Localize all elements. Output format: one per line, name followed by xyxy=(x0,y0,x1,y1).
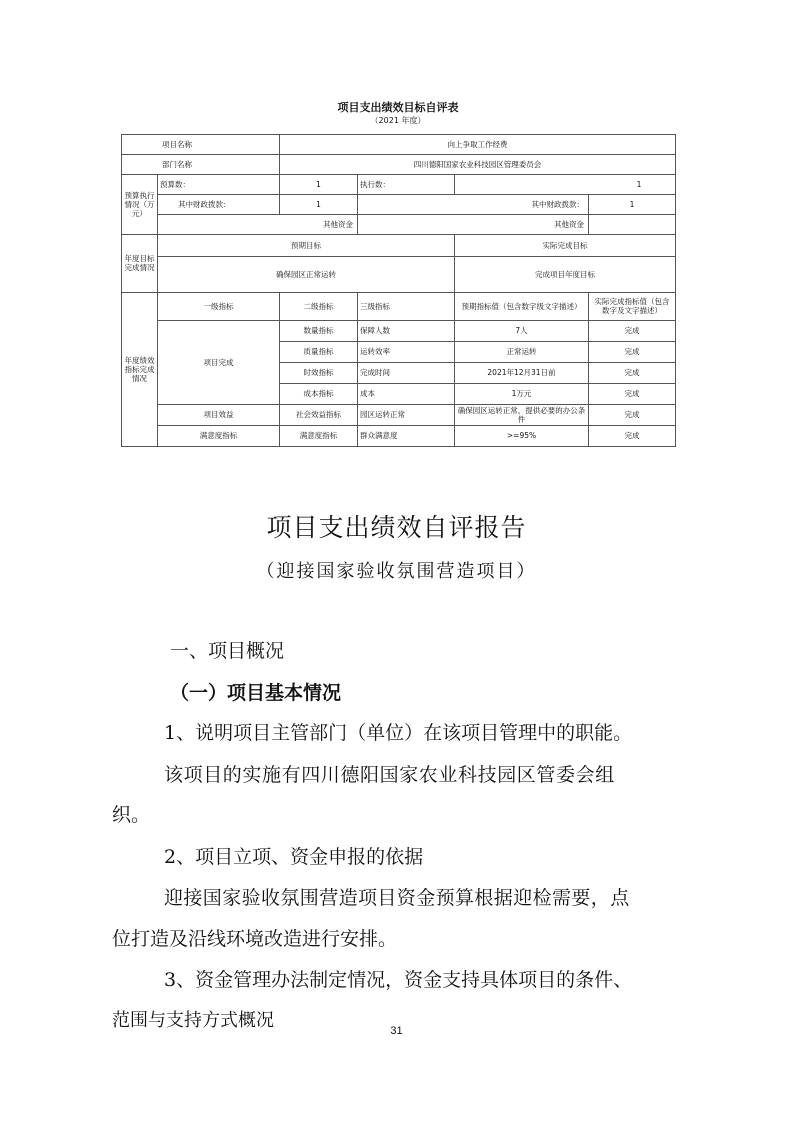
table-row-expected: 1万元 xyxy=(455,383,589,404)
table-grid xyxy=(121,126,676,447)
fiscal-label: 其中财政拨款： xyxy=(158,194,280,214)
page-number: 31 xyxy=(390,1025,403,1037)
table-row-actual: 完成 xyxy=(589,320,676,341)
table-row-l2: 时效指标 xyxy=(280,362,358,383)
table-row-actual: 完成 xyxy=(589,425,676,446)
table-row-l3: 完成时间 xyxy=(358,362,455,383)
header-actual: 实际完成指标值（包含数字及文字描述） xyxy=(589,292,676,320)
annual-section-label: 年度目标完成情况 xyxy=(122,234,158,292)
other-funds-exec-value xyxy=(589,214,676,234)
paragraph-4-line2: 位打造及沿线环境改造进行安排。 xyxy=(112,928,398,950)
expected-goal-header: 预期目标 xyxy=(158,234,455,256)
paragraph-5-line2: 范围与支持方式概况 xyxy=(112,1010,274,1031)
table-year: （2021 年度） xyxy=(370,116,426,125)
exec-label: 执行数： xyxy=(358,174,455,194)
header-level2: 二级指标 xyxy=(280,292,358,320)
other-funds-label: 其他资金 xyxy=(158,214,358,234)
paragraph-3: 2、项目立项、资金申报的依据 xyxy=(164,846,424,868)
table-row-l2: 社会效益指标 xyxy=(280,404,358,425)
group-satisfaction: 满意度指标 xyxy=(158,425,280,446)
expected-goal-text: 确保园区正常运转 xyxy=(158,256,455,292)
table-row-actual: 完成 xyxy=(589,362,676,383)
paragraph-1: 1、说明项目主管部门（单位）在该项目管理中的职能。 xyxy=(164,722,633,744)
table-row-l2: 满意度指标 xyxy=(280,425,358,446)
actual-goal-header: 实际完成目标 xyxy=(455,234,676,256)
dept-value: 四川德阳国家农业科技园区管理委员会 xyxy=(280,154,676,174)
table-row-l3: 保障人数 xyxy=(358,320,455,341)
group-effect: 项目效益 xyxy=(158,404,280,425)
table-row-expected: 2021年12月31日前 xyxy=(455,362,589,383)
perf-section-label: 年度绩效指标完成情况 xyxy=(122,292,158,446)
report-title: 项目支出绩效自评报告 xyxy=(266,513,527,542)
header-expected: 预期指标值（包含数字级文字描述） xyxy=(455,292,589,320)
table-row-l2: 数量指标 xyxy=(280,320,358,341)
table-row-l3: 群众满意度 xyxy=(358,425,455,446)
table-row-l3: 运转效率 xyxy=(358,341,455,362)
exec-value: 1 xyxy=(455,174,676,194)
header-level1: 一级指标 xyxy=(158,292,280,320)
budget-section-label: 预算执行情况（万元） xyxy=(122,174,158,234)
table-row-l3: 园区运转正常 xyxy=(358,404,455,425)
group-output: 项目完成 xyxy=(158,320,280,404)
fiscal-exec-value: 1 xyxy=(589,194,676,214)
spacer-row xyxy=(122,126,676,134)
other-funds-label-exec: 其他资金 xyxy=(358,214,589,234)
paragraph-4-line1: 迎接国家验收氛围营造项目资金预算根据迎检需要，点 xyxy=(164,887,630,909)
fiscal-label-exec: 其中财政拨款： xyxy=(358,194,589,214)
table-title: 项目支出绩效目标自评表 xyxy=(337,101,459,114)
section-heading: 一、项目概况 xyxy=(170,640,285,662)
dept-label: 部门名称 xyxy=(122,154,280,174)
table-row-actual: 完成 xyxy=(589,341,676,362)
fiscal-value: 1 xyxy=(280,194,358,214)
table-row-l3: 成本 xyxy=(358,383,455,404)
budget-value: 1 xyxy=(280,174,358,194)
table-row-l2: 质量指标 xyxy=(280,341,358,362)
paragraph-5-line1: 3、资金管理办法制定情况，资金支持具体项目的条件、 xyxy=(164,969,633,991)
project-name-label: 项目名称 xyxy=(122,134,280,154)
budget-label: 预算数： xyxy=(158,174,280,194)
header-level3: 三级指标 xyxy=(358,292,455,320)
table-row-expected: 7人 xyxy=(455,320,589,341)
paragraph-2-line2: 织。 xyxy=(112,804,151,826)
project-name-value: 向上争取工作经费 xyxy=(280,134,676,154)
paragraph-2-line1: 该项目的实施有四川德阳国家农业科技园区管委会组 xyxy=(164,764,615,786)
subsection-heading: （一）项目基本情况 xyxy=(170,682,342,704)
report-subtitle: （迎接国家验收氛围营造项目） xyxy=(256,561,537,582)
table-row-l2: 成本指标 xyxy=(280,383,358,404)
table-row-expected: >=95% xyxy=(455,425,589,446)
actual-goal-text: 完成项目年度目标 xyxy=(455,256,676,292)
table-row-actual: 完成 xyxy=(589,383,676,404)
self-evaluation-table xyxy=(121,100,675,447)
table-row-actual: 完成 xyxy=(589,404,676,425)
table-row-expected: 正常运转 xyxy=(455,341,589,362)
table-row-expected: 确保园区运转正常，提供必要的办公条件 xyxy=(455,404,589,425)
